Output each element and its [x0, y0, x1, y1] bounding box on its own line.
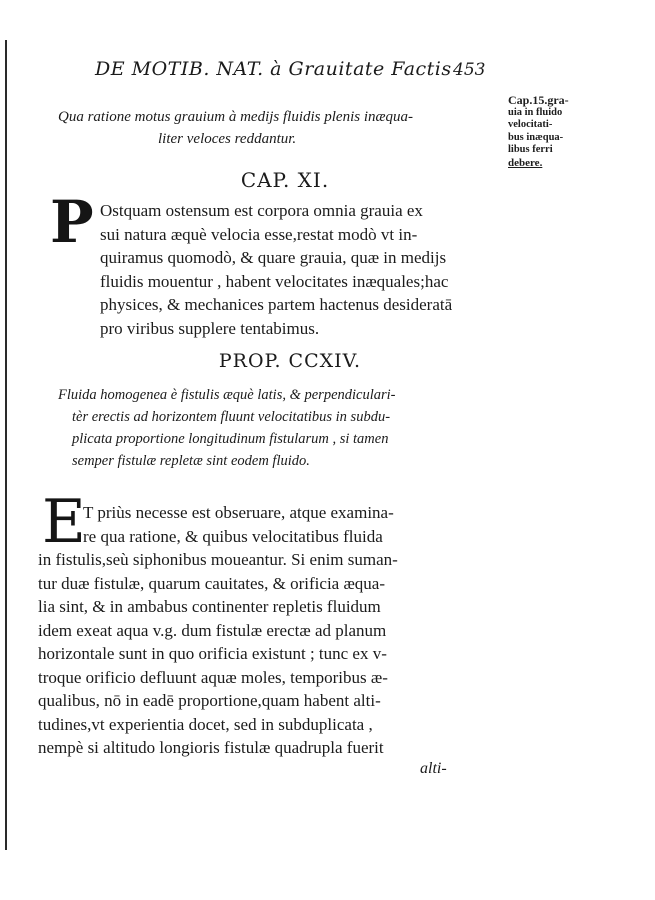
proposition-line: Fluida homogenea è fistulis æquè latis, & perpendiculari-: [58, 387, 396, 403]
marginal-note-line: Cap.15.gra-: [508, 93, 569, 107]
paragraph-line: quiramus quomodò, & quare grauia, quæ in medijs: [100, 248, 447, 267]
paragraph-line: troque orificio defluunt aquæ moles, temporibus æ-: [38, 667, 388, 687]
marginal-note-line: libus ferri: [508, 144, 553, 155]
paragraph-2: [38, 501, 498, 760]
proposition-heading: PROP. CCXIV.: [218, 350, 362, 372]
chapter-summary: [58, 106, 488, 150]
running-head-title: DE MOTIB. NAT. à Grauitate Factis: [95, 58, 452, 80]
running-head: [95, 58, 495, 88]
paragraph-line: T priùs necesse est obseruare, atque examina-: [83, 503, 394, 522]
paragraph-line: horizontale sunt in quo orificia existunt ; tunc ex v-: [38, 644, 387, 663]
drop-cap-p: P: [50, 188, 94, 256]
chapter-heading: CAP. XI.: [240, 168, 330, 192]
page-edge-rule: [5, 40, 7, 850]
marginal-note-line: velocitati-: [508, 119, 553, 130]
paragraph-line: idem exeat aqua v.g. dum fistulæ erectæ ad planum: [38, 620, 387, 640]
paragraph-line: fluidis mouentur , habent velocitates inæquales;hac: [100, 271, 449, 291]
paragraph-line: qualibus, nō in eadē proportione,quam habent alti-: [38, 691, 381, 710]
paragraph-line: Ostquam ostensum est corpora omnia grauia ex: [100, 201, 423, 220]
paragraph-line: physices, & mechanices partem hactenus desideratā: [100, 295, 453, 314]
proposition-line: tèr erectis ad horizontem fluunt velocitatibus in subdu-: [72, 409, 391, 425]
paragraph-line: re qua ratione, & quibus velocitatibus fluida: [83, 526, 383, 546]
page-number: 453: [453, 60, 486, 80]
marginal-note-line: uia in fluido: [508, 106, 563, 118]
catchword: alti-: [420, 760, 447, 777]
proposition-statement: [58, 384, 498, 472]
proposition-line: semper fistulæ repletæ sint eodem fluido.: [72, 453, 310, 469]
marginal-note-line: bus inæqua-: [508, 131, 564, 143]
paragraph-line: nempè si altitudo longioris fistulæ quadrupla fuerit: [38, 738, 384, 757]
paragraph-line: tudines,vt experientia docet, sed in subduplicata ,: [38, 714, 373, 734]
paragraph-line: pro viribus supplere tentabimus.: [100, 318, 320, 338]
paragraph-line: sui natura æquè velocia esse,restat modò vt in-: [100, 224, 418, 244]
paragraph-line: in fistulis,seù siphonibus moueantur. Si enim suman-: [38, 550, 398, 569]
marginal-note: [508, 94, 650, 169]
paragraph-line: tur duæ fistulæ, quarum cauitates, & orificia æqua-: [38, 573, 386, 593]
drop-cap-e: E: [42, 487, 86, 557]
marginal-note-line: debere.: [508, 156, 543, 169]
chapter-summary-line: liter veloces reddantur.: [158, 131, 297, 147]
paragraph-1: [100, 199, 520, 340]
proposition-line: plicata proportione longitudinum fistularum , si tamen: [72, 431, 389, 447]
paragraph-line: lia sint, & in ambabus continenter repletis fluidum: [38, 597, 381, 616]
chapter-summary-line: Qua ratione motus grauium à medijs fluidis plenis inæqua-: [58, 109, 414, 125]
